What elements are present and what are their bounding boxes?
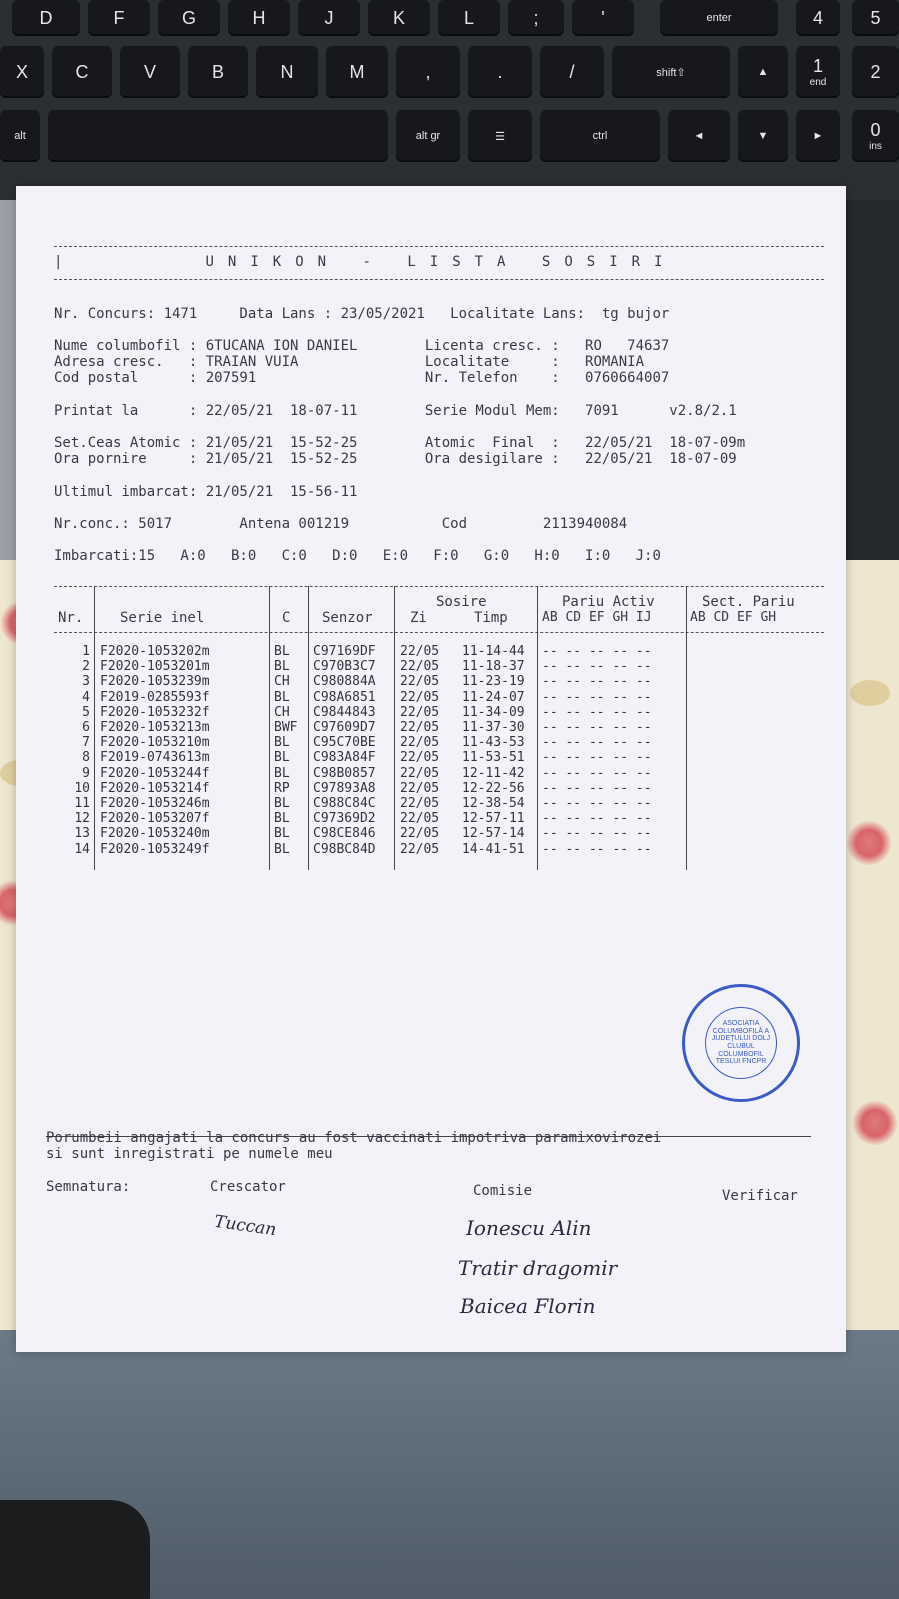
cell-zi: 22/05 [400,796,440,811]
header-rule-bottom [54,279,824,280]
header-nr: Nr. [58,610,84,626]
cell-nr: 7 [82,735,90,751]
key-ctrl: ctrl [540,110,660,162]
cell-pariu: -- -- -- -- -- [542,811,652,827]
cell-senzor: C98CE846 [313,826,376,842]
key-up-arrow: ▲ [738,46,788,98]
comisie-label: Comisie [473,1183,533,1199]
key-c: C [52,46,112,98]
key-n: N [256,46,318,98]
header-sect-pariu: Sect. Pariu [702,594,795,610]
cell-senzor: C970B3C7 [313,659,376,675]
cell-senzor: C97893A8 [313,780,376,796]
cell-serie: F2020-1053201m [100,659,210,675]
key-4: 4 [796,0,840,36]
cell-pariu: -- -- -- -- -- [542,735,652,751]
cell-timp: 11-23-19 [462,674,525,690]
cell-zi: 22/05 [400,735,440,751]
cell-timp: 14-41-51 [462,841,525,857]
cell-timp: 11-53-51 [462,750,525,766]
cell-serie: F2020-1053210m [100,735,210,751]
header-pariu-cols: AB CD EF GH IJ [542,610,652,625]
cell-zi: 22/05 [400,811,440,827]
key-left-arrow: ◄ [668,110,730,162]
key-right-arrow: ► [796,110,840,162]
line-nr-conc: Nr.conc.: 5017 Antena 001219 Cod 2113940084 [54,516,628,532]
key-semicolon: ; [508,0,564,36]
line-ora-pornire: Ora pornire : 21/05/21 15-52-25 Ora desigilare : 22/05/21 18-07-09 [54,451,737,467]
cell-c: BL [274,841,290,857]
key-enter: enter [660,0,778,36]
cell-serie: F2020-1053207f [100,811,210,827]
header-bar: | [54,254,63,270]
cell-senzor: C98BC84D [313,841,376,857]
cell-c: BWF [274,720,298,735]
cell-zi: 22/05 [400,750,440,766]
cell-timp: 11-43-53 [462,735,525,751]
cell-senzor: C980884A [313,674,376,690]
cell-serie: F2019-0285593f [100,689,210,705]
key-0-ins [852,110,899,162]
cell-serie: F2020-1053246m [100,796,210,811]
table-row [54,690,824,705]
table-row [54,826,824,841]
line-adresa: Adresa cresc. : TRAIAN VUIA Localitate : ROMANIA [54,354,645,370]
table-row [54,659,824,674]
cell-senzor: C983A84F [313,750,376,766]
cell-c: CH [274,704,290,720]
cell-nr: 13 [74,826,90,842]
header-sect-cols: AB CD EF GH [690,610,777,625]
signature-label: Semnatura: [46,1179,131,1195]
cell-nr: 9 [82,765,90,781]
cell-timp: 12-11-42 [462,765,525,781]
key-shift: shift⇧ [612,46,730,98]
header-sosire: Sosire [436,594,487,610]
key-f: F [88,0,150,36]
key-v: V [120,46,180,98]
table-row [54,842,824,857]
header-c: C [282,610,291,626]
cell-serie: F2020-1053202m [100,644,210,659]
cell-nr: 10 [74,780,90,796]
key-2: 2 [852,46,899,98]
header-senzor: Senzor [322,610,373,626]
cell-serie: F2020-1053213m [100,720,210,735]
key-d: D [12,0,80,36]
cell-zi: 22/05 [400,720,440,735]
cell-pariu: -- -- -- -- -- [542,796,652,811]
cell-senzor: C988C84C [313,796,376,811]
table-row [54,735,824,750]
header-zi: Zi [410,610,427,626]
cell-senzor: C95C70BE [313,735,376,751]
cell-nr: 6 [82,720,90,735]
cell-c: BL [274,826,290,842]
arrivals-table [54,582,824,882]
key-l: L [438,0,500,36]
key-comma: , [396,46,460,98]
cell-nr: 12 [74,811,90,827]
line-imbarcati: Imbarcati:15 A:0 B:0 C:0 D:0 E:0 F:0 G:0 H:0 I:0 J:0 [54,548,661,564]
key-k: K [368,0,430,36]
cell-serie: F2019-0743613m [100,750,210,766]
cell-c: BL [274,811,290,827]
cell-serie: F2020-1053232f [100,704,210,720]
leaf-decoration [850,680,890,706]
laptop-edge [840,200,899,580]
cell-nr: 14 [74,841,90,857]
stamp-inner [705,1007,777,1079]
declaration-line-1: Porumbeii angajati la concurs au fost vaccinati impotriva paramixovirozei [46,1130,662,1146]
cell-timp: 12-38-54 [462,796,525,811]
key-x: X [0,46,44,98]
key-g: G [158,0,220,36]
header-rule-top [54,246,824,247]
key-space [48,110,388,162]
table-row [54,644,824,659]
cell-timp: 11-37-30 [462,720,525,735]
key-alt-gr: alt gr [396,110,460,162]
table-rule-header [54,632,824,633]
cell-c: RP [274,780,290,796]
cell-timp: 11-24-07 [462,689,525,705]
cell-serie: F2020-1053249f [100,841,210,857]
cell-timp: 12-57-14 [462,826,525,842]
cell-zi: 22/05 [400,826,440,842]
cell-zi: 22/05 [400,689,440,705]
cell-pariu: -- -- -- -- -- [542,689,652,705]
comisie-signature-3: Baicea Florin [460,1294,596,1318]
key-5: 5 [852,0,899,36]
cell-serie: F2020-1053214f [100,780,210,796]
cell-c: CH [274,674,290,690]
cell-zi: 22/05 [400,765,440,781]
comisie-signature-2: Tratir dragomir [458,1256,618,1280]
key-slash: / [540,46,604,98]
document-title: UNIKON - LISTA SOSIRI [205,254,677,270]
cell-zi: 22/05 [400,644,440,659]
line-cod-postal: Cod postal : 207591 Nr. Telefon : 0760664007 [54,370,670,386]
table-rule-top [54,586,824,587]
cell-c: BL [274,765,290,781]
cell-pariu: -- -- -- -- -- [542,826,652,842]
cell-c: BL [274,735,290,751]
declaration-line-2: si sunt inregistrati pe numele meu [46,1146,333,1162]
dark-object [0,1500,150,1599]
key-quote: ' [572,0,634,36]
cell-pariu: -- -- -- -- -- [542,674,652,690]
key-end-label: end [809,77,827,88]
cell-senzor: C97169DF [313,644,376,659]
cell-zi: 22/05 [400,659,440,675]
key-1-end [796,46,840,98]
table-row [54,781,824,796]
table-row [54,811,824,826]
cell-c: BL [274,644,290,659]
cell-serie: F2020-1053240m [100,826,210,842]
club-stamp [682,984,800,1102]
cell-senzor: C98A6851 [313,689,376,705]
table-row [54,720,824,735]
cell-pariu: -- -- -- -- -- [542,644,652,659]
table-row [54,750,824,765]
key-ins-label: ins [869,141,882,152]
line-ultimul: Ultimul imbarcat: 21/05/21 15-56-11 [54,484,358,500]
cell-c: BL [274,796,290,811]
cell-timp: 11-34-09 [462,704,525,720]
header-serie-inel: Serie inel [120,610,205,626]
cell-timp: 11-18-37 [462,659,525,675]
key-1-label: 1 [812,56,823,76]
cell-senzor: C97369D2 [313,811,376,827]
key-h: H [228,0,290,36]
cell-serie: F2020-1053239m [100,674,210,690]
key-period: . [468,46,532,98]
cell-pariu: -- -- -- -- -- [542,841,652,857]
line-nume: Nume columbofil : 6TUCANA ION DANIEL Licenta cresc. : RO 74637 [54,338,670,354]
laptop-keyboard [0,0,899,200]
cell-timp: 11-14-44 [462,644,525,659]
key-j: J [298,0,360,36]
cell-pariu: -- -- -- -- -- [542,659,652,675]
cell-nr: 8 [82,750,90,766]
key-m: M [326,46,388,98]
cell-timp: 12-57-11 [462,811,525,827]
cell-zi: 22/05 [400,704,440,720]
line-printat: Printat la : 22/05/21 18-07-11 Serie Modul Mem: 7091 v2.8/2.1 [54,403,737,419]
key-menu: ☰ [468,110,532,162]
line-concurs: Nr. Concurs: 1471 Data Lans : 23/05/2021 Localitate Lans: tg bujor [54,306,670,322]
crescator-label: Crescator [210,1179,286,1195]
cell-senzor: C9844843 [313,704,376,720]
cell-pariu: -- -- -- -- -- [542,780,652,796]
cell-nr: 5 [82,704,90,720]
cell-nr: 11 [74,796,90,811]
table-row [54,705,824,720]
key-down-arrow: ▼ [738,110,788,162]
stamp-text: ASOCIATIA COLUMBOFILĂ A JUDEŢULUI DOLJ CLUBUL COLUMBOFIL TESLUI FNCPR [711,1019,771,1066]
cell-nr: 2 [82,659,90,675]
flower-decoration [846,820,892,866]
header-pariu-activ: Pariu Activ [562,594,655,610]
verificar-label: Verificar [722,1188,798,1204]
table-row [54,674,824,689]
header-timp: Timp [474,610,508,626]
cell-senzor: C98B0857 [313,765,376,781]
flower-decoration [852,1100,898,1146]
cell-zi: 22/05 [400,674,440,690]
cell-timp: 12-22-56 [462,780,525,796]
line-set-ceas: Set.Ceas Atomic : 21/05/21 15-52-25 Atomic Final : 22/05/21 18-07-09m [54,435,746,451]
cell-c: BL [274,750,290,766]
cell-serie: F2020-1053244f [100,765,210,781]
cell-senzor: C97609D7 [313,720,376,735]
cell-nr: 1 [82,644,90,659]
cell-pariu: -- -- -- -- -- [542,750,652,766]
cell-pariu: -- -- -- -- -- [542,704,652,720]
comisie-signature-1: Ionescu Alin [466,1216,592,1240]
cell-pariu: -- -- -- -- -- [542,720,652,735]
crescator-signature: Tuccan [212,1211,278,1241]
cell-nr: 3 [82,674,90,690]
cell-zi: 22/05 [400,841,440,857]
key-b: B [188,46,248,98]
document-paper [16,186,846,1352]
cell-c: BL [274,689,290,705]
cell-pariu: -- -- -- -- -- [542,765,652,781]
cell-zi: 22/05 [400,780,440,796]
key-0-label: 0 [870,120,881,140]
cell-c: BL [274,659,290,675]
table-row [54,766,824,781]
table-row [54,796,824,811]
key-alt: alt [0,110,40,162]
cell-nr: 4 [82,689,90,705]
